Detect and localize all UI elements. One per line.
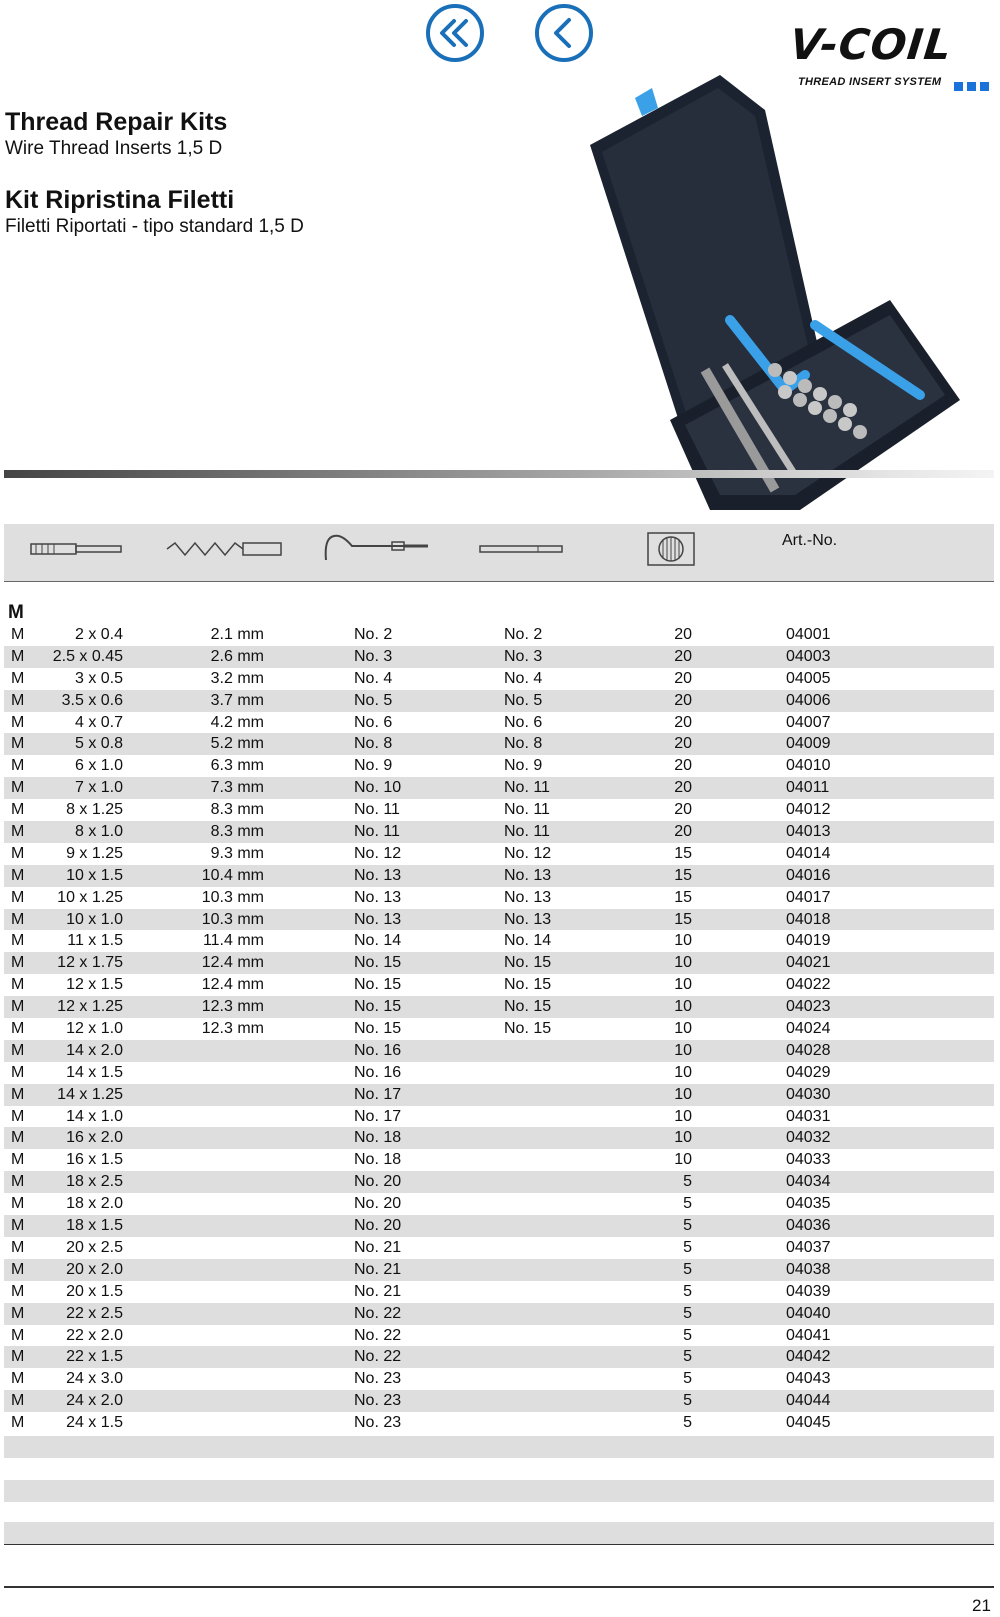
empty-row <box>4 1436 994 1458</box>
insert-quantity-cell: 10 <box>674 954 692 972</box>
tool-number-cell: No. 8 <box>504 735 543 753</box>
table-row <box>4 1325 994 1347</box>
tool-number-cell: No. 2 <box>504 626 543 643</box>
article-number-cell: 04031 <box>786 1107 831 1125</box>
thread-size-cell: 12 x 1.25 <box>57 998 123 1016</box>
thread-size-cell: 5 x 0.8 <box>74 735 123 753</box>
article-number-cell: 04043 <box>786 1370 831 1388</box>
unit-prefix-cell: M <box>11 1195 25 1213</box>
drill-size-cell: 3.7 mm <box>210 691 264 709</box>
unit-prefix-cell: M <box>11 954 25 972</box>
tap-number-cell: No. 13 <box>354 888 402 906</box>
tool-number-cell: No. 11 <box>504 823 550 841</box>
insert-quantity-cell: 10 <box>674 1129 692 1147</box>
article-number-cell: 04038 <box>786 1260 831 1278</box>
unit-prefix-cell: M <box>11 1370 25 1388</box>
article-number-cell: 04034 <box>786 1173 831 1191</box>
article-number-cell: 04024 <box>786 1020 831 1038</box>
tap-number-cell: No. 22 <box>354 1304 402 1322</box>
tap-number-cell: No. 14 <box>354 932 402 950</box>
thread-size-cell: 16 x 1.5 <box>66 1151 123 1169</box>
insert-quantity-cell: 5 <box>683 1238 692 1256</box>
tap-number-cell: No. 13 <box>354 866 402 884</box>
tap-number-cell: No. 17 <box>354 1107 402 1125</box>
insert-quantity-cell: 20 <box>674 647 692 665</box>
article-number-cell: 04045 <box>786 1414 831 1432</box>
table-row <box>4 712 994 734</box>
article-number-cell: 04017 <box>786 888 831 906</box>
tool-number-cell: No. 12 <box>504 844 552 862</box>
tap-number-cell: No. 16 <box>354 1041 402 1059</box>
table-row <box>4 974 994 996</box>
tap-number-cell: No. 15 <box>354 976 402 994</box>
installation-tool-icon <box>322 530 432 564</box>
insert-quantity-cell: 5 <box>683 1173 692 1191</box>
unit-prefix-cell: M <box>11 1217 25 1235</box>
footer-rule <box>4 1586 994 1588</box>
tap-number-cell: No. 23 <box>354 1414 402 1432</box>
table-row <box>4 1084 994 1106</box>
insert-quantity-cell: 15 <box>674 844 692 862</box>
thread-size-cell: 12 x 1.0 <box>66 1020 123 1038</box>
tap-number-cell: No. 20 <box>354 1217 402 1235</box>
unit-prefix-cell: M <box>11 1107 25 1125</box>
table-row <box>4 777 994 799</box>
unit-prefix-cell: M <box>11 691 25 709</box>
thread-size-cell: 7 x 1.0 <box>74 779 123 797</box>
table-row <box>4 1237 994 1259</box>
insert-quantity-cell: 15 <box>674 910 692 928</box>
page-title-it: Kit Ripristina Filetti <box>5 186 235 214</box>
tap-number-cell: No. 2 <box>354 626 393 643</box>
article-number-cell: 04010 <box>786 757 831 775</box>
insert-quantity-cell: 5 <box>683 1282 692 1300</box>
thread-size-cell: 14 x 1.0 <box>66 1107 123 1125</box>
insert-quantity-cell: 5 <box>683 1370 692 1388</box>
table-row <box>4 1149 994 1171</box>
table-row <box>4 1106 994 1128</box>
insert-quantity-cell: 20 <box>674 757 692 775</box>
drill-size-cell: 2.6 mm <box>210 647 264 665</box>
tap-number-cell: No. 21 <box>354 1260 402 1278</box>
table-row <box>4 1171 994 1193</box>
table-row <box>4 821 994 843</box>
thread-size-cell: 20 x 2.5 <box>66 1238 123 1256</box>
insert-quantity-cell: 20 <box>674 801 692 819</box>
unit-prefix-cell: M <box>11 647 25 665</box>
drill-size-cell: 10.3 mm <box>201 888 264 906</box>
table-row <box>4 1390 994 1412</box>
thread-size-cell: 3 x 0.5 <box>74 669 123 687</box>
thread-size-cell: 18 x 1.5 <box>66 1217 123 1235</box>
tap-number-cell: No. 23 <box>354 1370 402 1388</box>
tap-number-cell: No. 12 <box>354 844 402 862</box>
art-no-header: Art.-No. <box>782 532 838 549</box>
table-row <box>4 1215 994 1237</box>
page-subtitle-en: Wire Thread Inserts 1,5 D <box>5 138 223 159</box>
unit-prefix-cell: M <box>11 1063 25 1081</box>
article-number-cell: 04011 <box>786 779 830 797</box>
article-number-cell: 04028 <box>786 1041 831 1059</box>
tap-number-cell: No. 3 <box>354 647 393 665</box>
tool-number-cell: No. 5 <box>504 691 543 709</box>
tap-number-cell: No. 18 <box>354 1129 402 1147</box>
article-number-cell: 04009 <box>786 735 831 753</box>
article-number-cell: 04013 <box>786 823 831 841</box>
tool-number-cell: No. 9 <box>504 757 543 775</box>
article-number-cell: 04003 <box>786 647 831 665</box>
unit-prefix-cell: M <box>11 779 25 797</box>
drill-size-cell: 3.2 mm <box>210 669 264 687</box>
thread-size-cell: 14 x 1.25 <box>57 1085 123 1103</box>
thread-size-cell: 22 x 2.0 <box>66 1326 123 1344</box>
unit-prefix-cell: M <box>11 801 25 819</box>
table-row <box>4 1127 994 1149</box>
table-row <box>4 1193 994 1215</box>
drill-size-cell: 10.3 mm <box>201 910 264 928</box>
insert-quantity-cell: 20 <box>674 823 692 841</box>
tap-number-cell: No. 20 <box>354 1173 402 1191</box>
drill-size-cell: 5.2 mm <box>210 735 264 753</box>
table-row <box>4 930 994 952</box>
tap-number-cell: No. 23 <box>354 1392 402 1410</box>
drill-size-cell: 8.3 mm <box>210 801 264 819</box>
tool-number-cell: No. 15 <box>504 998 552 1016</box>
unit-prefix-cell: M <box>11 1304 25 1322</box>
unit-prefix-cell: M <box>11 866 25 884</box>
table-row <box>4 952 994 974</box>
unit-prefix-cell: M <box>11 1129 25 1147</box>
tap-number-cell: No. 22 <box>354 1348 402 1366</box>
article-number-cell: 04023 <box>786 998 831 1016</box>
insert-quantity-cell: 20 <box>674 779 692 797</box>
table-row <box>4 909 994 931</box>
tap-icon <box>30 538 125 560</box>
page-title-en: Thread Repair Kits <box>5 108 228 136</box>
table-row <box>4 887 994 909</box>
article-number-cell: 04006 <box>786 691 831 709</box>
insert-quantity-cell: 10 <box>674 1151 692 1169</box>
drill-size-cell: 10.4 mm <box>201 866 264 884</box>
tool-number-cell: No. 11 <box>504 801 550 819</box>
table-row <box>4 1303 994 1325</box>
insert-quantity-cell: 20 <box>674 713 692 731</box>
unit-prefix-cell: M <box>11 1414 25 1432</box>
unit-prefix-cell: M <box>11 1020 25 1038</box>
unit-prefix-cell: M <box>11 1348 25 1366</box>
article-number-cell: 04041 <box>786 1326 831 1344</box>
tap-number-cell: No. 11 <box>354 823 400 841</box>
table-row <box>4 1281 994 1303</box>
drill-size-cell: 12.3 mm <box>201 998 264 1016</box>
tool-number-cell: No. 3 <box>504 647 543 665</box>
drill-size-cell: 12.4 mm <box>201 954 264 972</box>
table-row <box>4 733 994 755</box>
table-row <box>4 799 994 821</box>
thread-size-cell: 24 x 2.0 <box>66 1392 123 1410</box>
thread-size-cell: 8 x 1.25 <box>66 801 123 819</box>
insert-quantity-cell: 20 <box>674 691 692 709</box>
table-row <box>4 996 994 1018</box>
insert-quantity-cell: 10 <box>674 1041 692 1059</box>
tool-number-cell: No. 15 <box>504 1020 552 1038</box>
thread-size-cell: 24 x 1.5 <box>66 1414 123 1432</box>
tool-number-cell: No. 13 <box>504 910 552 928</box>
tool-number-cell: No. 6 <box>504 713 543 731</box>
article-number-cell: 04021 <box>786 954 831 972</box>
drill-size-cell: 2.1 mm <box>210 626 264 643</box>
article-number-cell: 04033 <box>786 1151 831 1169</box>
section-divider <box>4 470 994 478</box>
table-row <box>4 690 994 712</box>
table-row <box>4 1412 994 1434</box>
insert-quantity-cell: 20 <box>674 669 692 687</box>
tool-number-cell: No. 15 <box>504 976 552 994</box>
article-number-cell: 04001 <box>786 626 831 643</box>
thread-insert-icon <box>647 532 695 566</box>
article-number-cell: 04035 <box>786 1195 831 1213</box>
section-label: M <box>8 602 24 623</box>
insert-quantity-cell: 5 <box>683 1348 692 1366</box>
insert-quantity-cell: 10 <box>674 1085 692 1103</box>
chevron-left-icon <box>539 8 589 58</box>
thread-size-cell: 22 x 2.5 <box>66 1304 123 1322</box>
thread-size-cell: 2 x 0.4 <box>74 626 123 643</box>
table-row <box>4 1018 994 1040</box>
thread-size-cell: 11 x 1.5 <box>67 932 123 950</box>
first-page-button[interactable] <box>426 4 484 62</box>
drill-size-cell: 12.4 mm <box>201 976 264 994</box>
insert-quantity-cell: 5 <box>683 1304 692 1322</box>
article-number-cell: 04005 <box>786 669 831 687</box>
insert-quantity-cell: 20 <box>674 735 692 753</box>
article-number-cell: 04044 <box>786 1392 831 1410</box>
unit-prefix-cell: M <box>11 626 25 643</box>
table-row <box>4 755 994 777</box>
empty-row <box>4 1480 994 1502</box>
article-number-cell: 04019 <box>786 932 831 950</box>
unit-prefix-cell: M <box>11 976 25 994</box>
unit-prefix-cell: M <box>11 1085 25 1103</box>
article-number-cell: 04039 <box>786 1282 831 1300</box>
thread-size-cell: 20 x 1.5 <box>66 1282 123 1300</box>
drill-size-cell: 12.3 mm <box>201 1020 264 1038</box>
tool-number-cell: No. 4 <box>504 669 543 687</box>
insert-quantity-cell: 10 <box>674 998 692 1016</box>
tap-number-cell: No. 21 <box>354 1238 402 1256</box>
thread-size-cell: 16 x 2.0 <box>66 1129 123 1147</box>
thread-size-cell: 22 x 1.5 <box>66 1348 123 1366</box>
insert-quantity-cell: 20 <box>674 626 692 643</box>
tap-number-cell: No. 22 <box>354 1326 402 1344</box>
page-number: 21 <box>972 1596 991 1615</box>
article-number-cell: 04007 <box>786 713 831 731</box>
unit-prefix-cell: M <box>11 1260 25 1278</box>
insert-quantity-cell: 5 <box>683 1260 692 1278</box>
insert-quantity-cell: 10 <box>674 1020 692 1038</box>
article-number-cell: 04014 <box>786 844 831 862</box>
unit-prefix-cell: M <box>11 1041 25 1059</box>
unit-prefix-cell: M <box>11 1151 25 1169</box>
table-row <box>4 646 994 668</box>
unit-prefix-cell: M <box>11 823 25 841</box>
table-row <box>4 1040 994 1062</box>
tap-number-cell: No. 18 <box>354 1151 402 1169</box>
drill-size-cell: 11.4 mm <box>202 932 264 950</box>
tap-number-cell: No. 15 <box>354 998 402 1016</box>
table-row <box>4 1346 994 1368</box>
table-bottom-rule <box>4 1544 994 1545</box>
table-row <box>4 843 994 865</box>
drill-size-cell: 7.3 mm <box>210 779 264 797</box>
page-subtitle-it: Filetti Riportati - tipo standard 1,5 D <box>5 216 304 237</box>
unit-prefix-cell: M <box>11 1238 25 1256</box>
thread-size-cell: 14 x 1.5 <box>66 1063 123 1081</box>
unit-prefix-cell: M <box>11 910 25 928</box>
article-number-cell: 04016 <box>786 866 831 884</box>
insert-quantity-cell: 5 <box>683 1326 692 1344</box>
article-number-cell: 04032 <box>786 1129 831 1147</box>
tap-number-cell: No. 16 <box>354 1063 402 1081</box>
thread-size-cell: 6 x 1.0 <box>74 757 123 775</box>
article-number-cell: 04022 <box>786 976 831 994</box>
tap-number-cell: No. 8 <box>354 735 393 753</box>
empty-row <box>4 1522 994 1544</box>
insert-quantity-cell: 15 <box>674 888 692 906</box>
article-number-cell: 04018 <box>786 910 831 928</box>
tap-number-cell: No. 4 <box>354 669 393 687</box>
article-number-cell: 04040 <box>786 1304 831 1322</box>
thread-size-cell: 18 x 2.5 <box>66 1173 123 1191</box>
tool-number-cell: No. 15 <box>504 954 552 972</box>
tap-number-cell: No. 15 <box>354 954 402 972</box>
thread-size-cell: 2.5 x 0.45 <box>52 647 123 665</box>
drill-size-cell: 9.3 mm <box>210 844 264 862</box>
insert-quantity-cell: 10 <box>674 1063 692 1081</box>
unit-prefix-cell: M <box>11 888 25 906</box>
unit-prefix-cell: M <box>11 1392 25 1410</box>
tap-number-cell: No. 21 <box>354 1282 402 1300</box>
product-table <box>4 624 994 1434</box>
insert-quantity-cell: 10 <box>674 976 692 994</box>
tap-number-cell: No. 13 <box>354 910 402 928</box>
article-number-cell: 04030 <box>786 1085 831 1103</box>
article-number-cell: 04037 <box>786 1238 831 1256</box>
drill-size-cell: 4.2 mm <box>210 713 264 731</box>
thread-size-cell: 10 x 1.5 <box>66 866 123 884</box>
insert-quantity-cell: 5 <box>683 1217 692 1235</box>
tap-number-cell: No. 6 <box>354 713 393 731</box>
thread-size-cell: 10 x 1.0 <box>66 910 123 928</box>
tap-number-cell: No. 15 <box>354 1020 402 1038</box>
drill-size-cell: 8.3 mm <box>210 823 264 841</box>
tap-number-cell: No. 5 <box>354 691 393 709</box>
drill-bit-icon <box>165 538 285 560</box>
drill-size-cell: 6.3 mm <box>210 757 264 775</box>
thread-repair-kit-image <box>590 70 1000 520</box>
insert-quantity-cell: 10 <box>674 1107 692 1125</box>
unit-prefix-cell: M <box>11 735 25 753</box>
insert-quantity-cell: 15 <box>674 866 692 884</box>
tool-number-cell: No. 13 <box>504 888 552 906</box>
thread-size-cell: 14 x 2.0 <box>66 1041 123 1059</box>
unit-prefix-cell: M <box>11 1173 25 1191</box>
table-row <box>4 624 994 646</box>
article-number-cell: 04042 <box>786 1348 831 1366</box>
thread-size-cell: 12 x 1.5 <box>66 976 123 994</box>
insert-quantity-cell: 5 <box>683 1392 692 1410</box>
table-row <box>4 1062 994 1084</box>
thread-size-cell: 4 x 0.7 <box>74 713 123 731</box>
unit-prefix-cell: M <box>11 844 25 862</box>
logo-wordmark: V-COIL <box>787 20 955 69</box>
thread-size-cell: 9 x 1.25 <box>66 844 123 862</box>
table-row <box>4 865 994 887</box>
tool-number-cell: No. 11 <box>504 779 550 797</box>
unit-prefix-cell: M <box>11 669 25 687</box>
thread-size-cell: 10 x 1.25 <box>57 888 123 906</box>
double-chevron-left-icon <box>430 8 480 58</box>
unit-prefix-cell: M <box>11 932 25 950</box>
tap-number-cell: No. 20 <box>354 1195 402 1213</box>
unit-prefix-cell: M <box>11 757 25 775</box>
unit-prefix-cell: M <box>11 713 25 731</box>
article-number-cell: 04029 <box>786 1063 831 1081</box>
tap-number-cell: No. 10 <box>354 779 402 797</box>
unit-prefix-cell: M <box>11 998 25 1016</box>
logo-tagline: THREAD INSERT SYSTEM <box>798 76 942 88</box>
thread-size-cell: 20 x 2.0 <box>66 1260 123 1278</box>
thread-size-cell: 12 x 1.75 <box>57 954 123 972</box>
thread-size-cell: 24 x 3.0 <box>66 1370 123 1388</box>
tap-number-cell: No. 17 <box>354 1085 402 1103</box>
article-number-cell: 04012 <box>786 801 831 819</box>
tang-break-tool-icon <box>478 538 568 560</box>
tool-number-cell: No. 13 <box>504 866 552 884</box>
thread-size-cell: 3.5 x 0.6 <box>61 691 123 709</box>
thread-size-cell: 8 x 1.0 <box>74 823 123 841</box>
insert-quantity-cell: 10 <box>674 932 692 950</box>
article-number-cell: 04036 <box>786 1217 831 1235</box>
previous-page-button[interactable] <box>535 4 593 62</box>
tap-number-cell: No. 11 <box>354 801 400 819</box>
table-row <box>4 1259 994 1281</box>
table-row <box>4 668 994 690</box>
tap-number-cell: No. 9 <box>354 757 393 775</box>
table-row <box>4 1368 994 1390</box>
unit-prefix-cell: M <box>11 1326 25 1344</box>
thread-size-cell: 18 x 2.0 <box>66 1195 123 1213</box>
tool-number-cell: No. 14 <box>504 932 552 950</box>
unit-prefix-cell: M <box>11 1282 25 1300</box>
insert-quantity-cell: 5 <box>683 1414 692 1432</box>
insert-quantity-cell: 5 <box>683 1195 692 1213</box>
